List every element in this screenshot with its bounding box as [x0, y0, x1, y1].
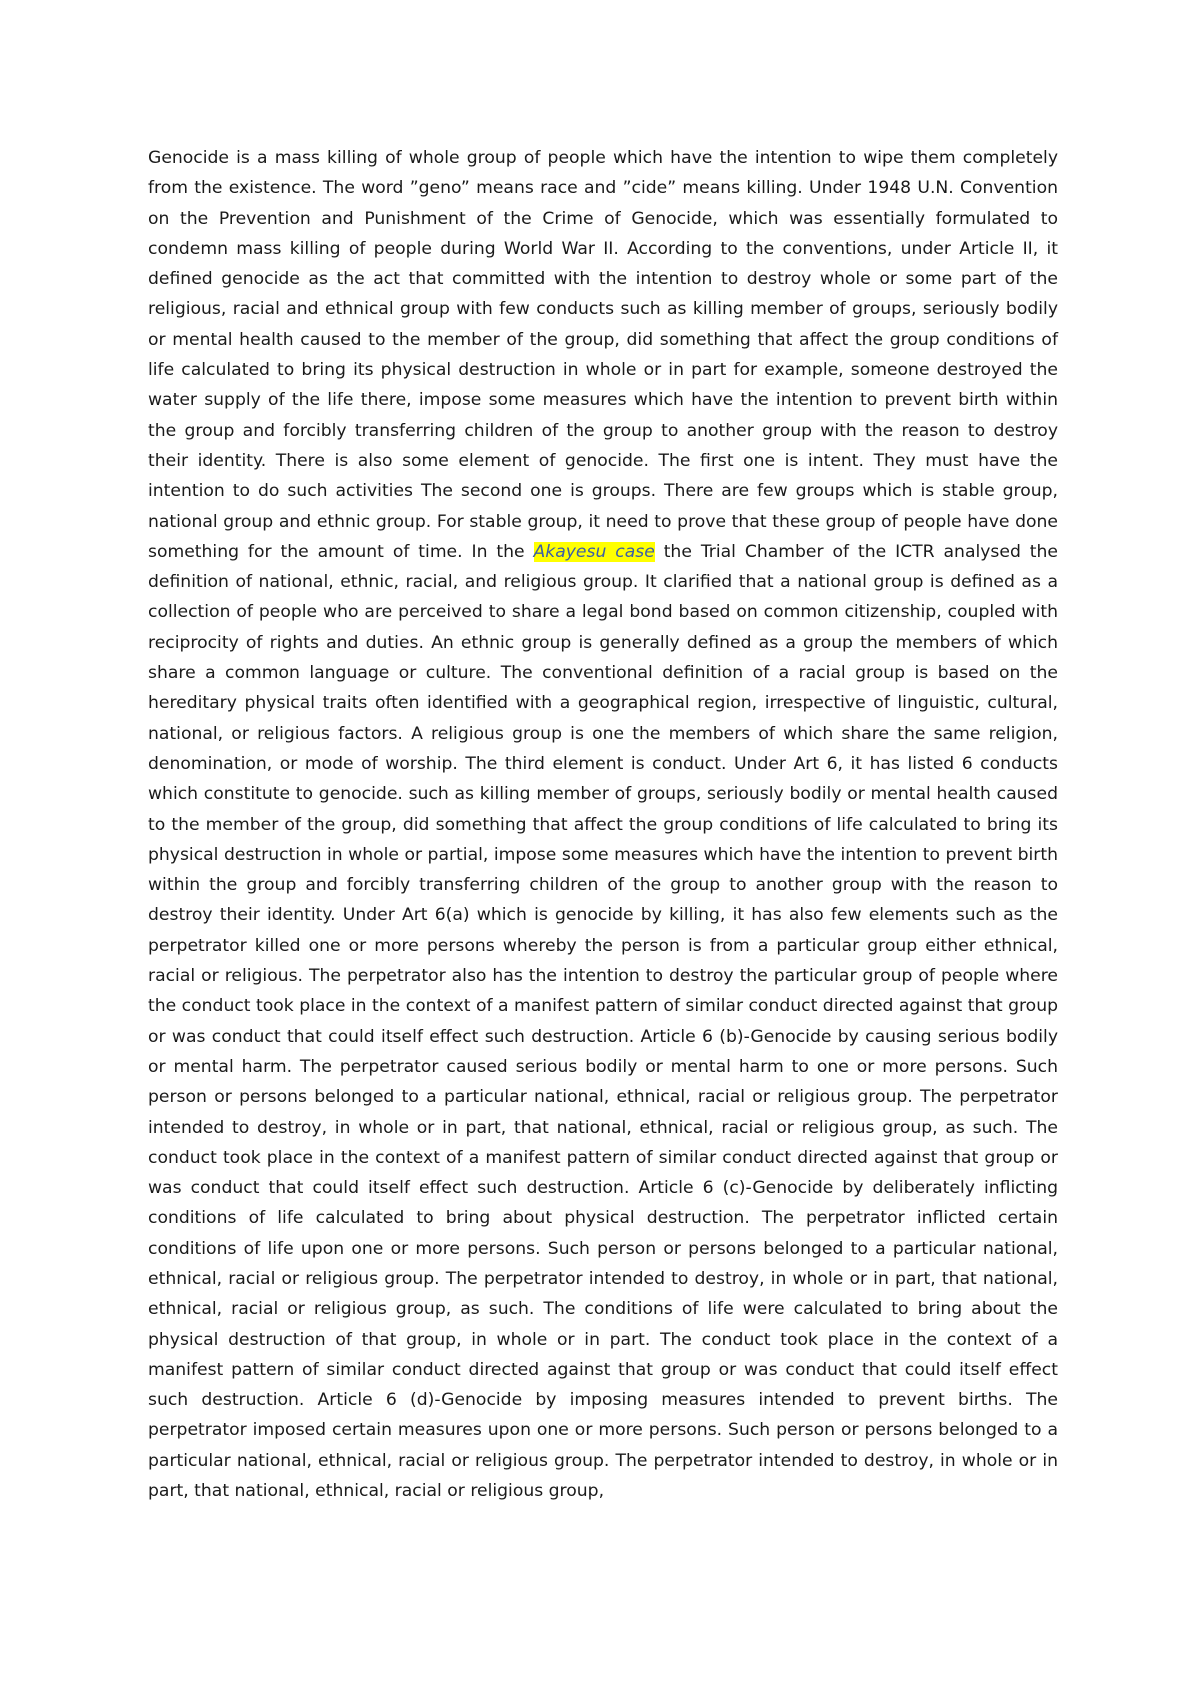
- paragraph-text-after-highlight: the Trial Chamber of the ICTR analysed the definition of national, ethnic, racial, and religious group. It clarified that a national group is defined as a collection of people who are perceived to share a legal bond based on common citizenship, coupled with reciprocity of rights and duties. An ethnic group is generally defined as a group the members of which share a common language or culture. The conventional definition of a racial group is based on the hereditary physical traits often identified with a geographical region, irrespective of linguistic, cultural, national, or religious factors. A religious group is one the members of which share the same religion, denomination, or mode of worship. The third element is conduct. Under Art 6, it has listed 6 conducts which constitute to genocide. such as killing member of groups, seriously bodily or mental health caused to the member of the group, did something that affect the group conditions of life calculated to bring its physical destruction in whole or partial, impose some measures which have the intention to prevent birth within the group and forcibly transferring children of the group to another group with the reason to destroy their identity. Under Art 6(a) which is genocide by killing, it has also few elements such as the perpetrator killed one or more persons whereby the person is from a particular group either ethnical, racial or religious. The perpetrator also has the intention to destroy the particular group of people where the conduct took place in the context of a manifest pattern of similar conduct directed against that group or was conduct that could itself effect such destruction. Article 6 (b)-Genocide by causing serious bodily or mental harm. The perpetrator caused serious bodily or mental harm to one or more persons. Such person or persons belonged to a particular national, ethnical, racial or religious group. The perpetrator intended to destroy, in whole or in part, that national, ethnical, racial or religious group, as such. The conduct took place in the context of a manifest pattern of similar conduct directed against that group or was conduct that could itself effect such destruction. Article 6 (c)-Genocide by deliberately inflicting conditions of life calculated to bring about physical destruction. The perpetrator inflicted certain conditions of life upon one or more persons. Such person or persons belonged to a particular national, ethnical, racial or religious group. The perpetrator intended to destroy, in whole or in part, that national, ethnical, racial or religious group, as such. The conditions of life were calculated to bring about the physical destruction of that group, in whole or in part. The conduct took place in the context of a manifest pattern of similar conduct directed against that group or was conduct that could itself effect such destruction. Article 6 (d)-Genocide by imposing measures intended to prevent births. The perpetrator imposed certain measures upon one or more persons. Such person or persons belonged to a particular national, ethnical, racial or religious group. The perpetrator intended to destroy, in whole or in part, that national, ethnical, racial or religious group,: [148, 541, 1058, 1502]
- body-paragraph: [148, 143, 1058, 1506]
- paragraph-text-before-highlight: Genocide is a mass killing of whole group of people which have the intention to wipe them completely from the existence. The word ”geno” means race and ”cide” means killing. Under 1948 U.N. Convention on the Prevention and Punishment of the Crime of Genocide, which was essentially formulated to condemn mass killing of people during World War II. According to the conventions, under Article II, it defined genocide as the act that committed with the intention to destroy whole or some part of the religious, racial and ethnical group with few conducts such as killing member of groups, seriously bodily or mental health caused to the member of the group, did something that affect the group conditions of life calculated to bring its physical destruction in whole or in part for example, someone destroyed the water supply of the life there, impose some measures which have the intention to prevent birth within the group and forcibly transferring children of the group to another group with the reason to destroy their identity. There is also some element of genocide. The first one is intent. They must have the intention to do such activities The second one is groups. There are few groups which is stable group, national group and ethnic group. For stable group, it need to prove that these group of people have done something for the amount of time. In the: [148, 148, 1058, 562]
- highlighted-case-name: Akayesu case: [533, 541, 655, 562]
